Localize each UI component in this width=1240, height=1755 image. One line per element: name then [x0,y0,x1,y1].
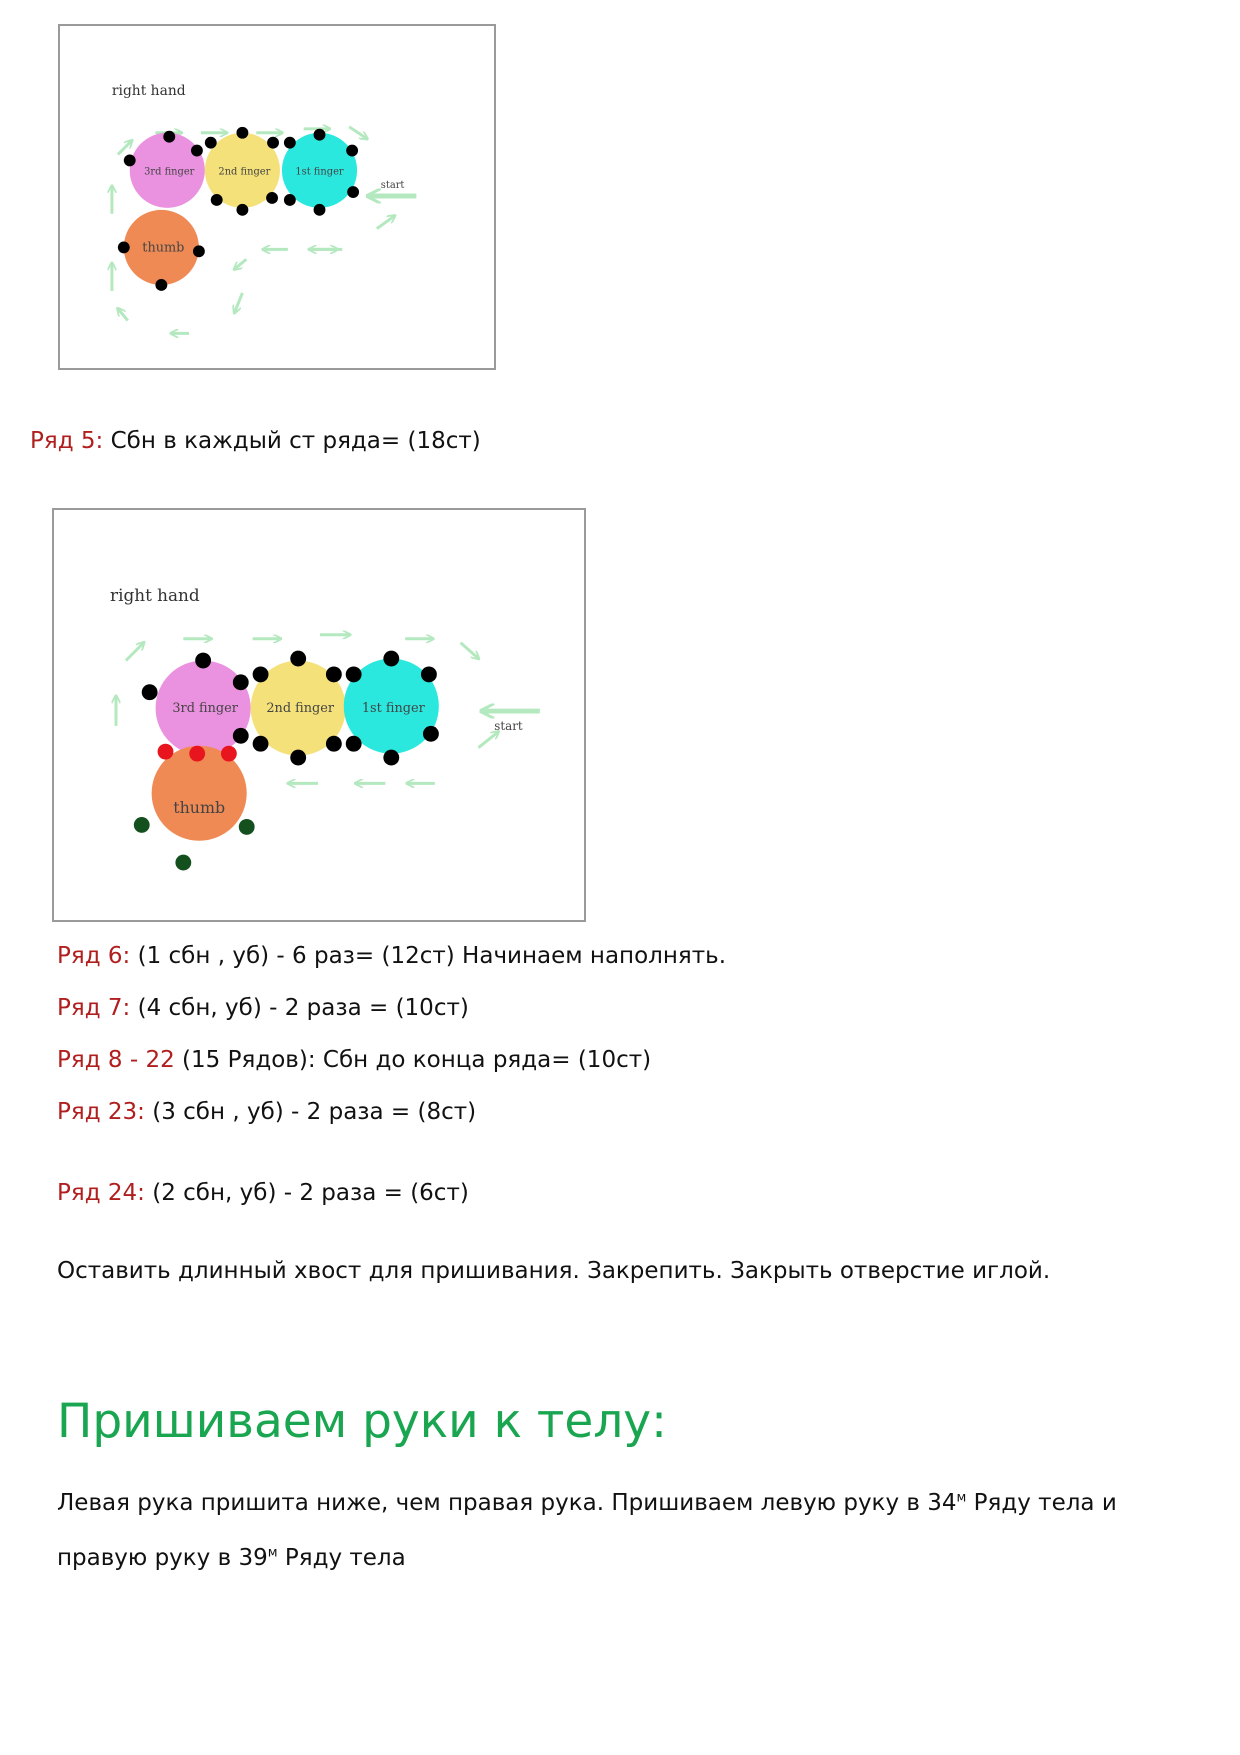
row-label: Ряд 8 - 22 [57,1047,175,1073]
row-text: (2 сбн, уб) - 2 раза = (6ст) [144,1180,469,1206]
row-text: Сбн в каждый ст ряда= (18ст) [103,428,481,454]
start-label: start [494,718,523,733]
row-7-line [57,993,469,1023]
third-finger-label: 3rd finger [172,701,238,717]
thumb-label: thumb [142,240,185,256]
row-label: Ряд 7: [57,995,131,1021]
body-text: правую руку в 39 [57,1545,268,1571]
diagram-1-svg [60,26,494,368]
row-24-line [57,1178,469,1208]
third-finger-label: 3rd finger [144,166,195,178]
row-label: Ряд 5: [30,428,104,454]
body-text: Ряду тела [277,1545,406,1571]
first-finger-label: 1st finger [361,701,425,717]
body-line-2 [57,1543,406,1573]
right-hand-diagram-2 [52,508,586,922]
ordinal-suffix: м [956,1490,967,1506]
body-line-1 [57,1488,1117,1518]
second-finger-label: 2nd finger [266,701,335,717]
start-label: start [380,180,405,192]
finish-instructions: Оставить длинный хвост для пришивания. Закрепить. Закрыть отверстие иглой. [57,1258,1051,1284]
body-text: Левая рука пришита ниже, чем правая рука. Пришиваем левую руку в 34 [57,1490,957,1516]
diagram-title: right hand [111,83,186,100]
row-label: Ряд 24: [57,1180,145,1206]
diagram-title: right hand [110,585,200,606]
row-text: (1 сбн , уб) - 6 раз= (12ст) Начинаем наполнять. [130,943,726,969]
row-5-line [30,426,481,456]
row-text: (4 сбн, уб) - 2 раза = (10ст) [130,995,469,1021]
body-text: Ряду тела и [966,1490,1117,1516]
thumb-label: thumb [173,798,226,818]
row-6-line [57,941,726,971]
row-23-line [57,1097,476,1127]
right-hand-diagram-1 [58,24,496,370]
row-text: (3 сбн , уб) - 2 раза = (8ст) [144,1099,477,1125]
row-label: Ряд 6: [57,943,131,969]
ordinal-suffix: м [267,1545,278,1561]
section-heading: Пришиваем руки к телу: [57,1394,667,1449]
first-finger-label: 1st finger [295,166,344,178]
row-text: (15 Рядов): Сбн до конца ряда= (10ст) [174,1047,652,1073]
row-8-22-line [57,1045,651,1075]
second-finger-label: 2nd finger [218,166,271,178]
row-label: Ряд 23: [57,1099,145,1125]
diagram-2-svg [54,510,584,920]
